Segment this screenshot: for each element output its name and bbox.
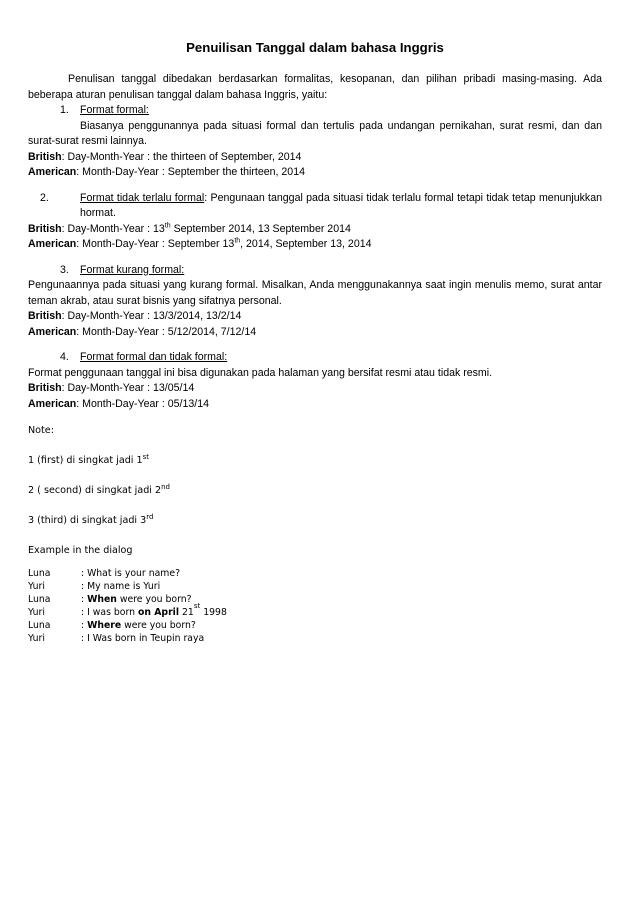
dialog-line: Yuri : I Was born in Teupin raya (28, 633, 205, 644)
dialog-line: Yuri : I was born on April 21 st 1998 (28, 602, 227, 618)
dialog-block (28, 567, 602, 645)
dialog-line: Luna : What is your name? (28, 568, 181, 579)
note-item-1: 1 (first) di singkat jadi 1st (28, 452, 150, 466)
section-3-american: American: Month-Day-Year : 5/12/2014, 7/12/14 (28, 325, 257, 338)
document-page (28, 40, 602, 645)
section-3-british: British: Day-Month-Year : 13/3/2014, 13/2/14 (28, 310, 242, 322)
section-3-heading: 3. Format kurang formal: (60, 263, 185, 276)
note-item-2: 2 ( second) di singkat jadi 2nd (28, 482, 171, 496)
intro-paragraph: Penulisan tanggal dibedakan berdasarkan formalitas, kesopanan, dan pilihan pribadi masing-masing. Ada beberapa aturan penulisan tanggal dalam bahasa Inggris, yaitu: (28, 73, 602, 101)
section-3-description: Pengunaannya pada situasi yang kurang formal. Misalkan, Anda menggunakannya saat ingin menulis memo, surat antar teman akrab, atau surat bisnis yang sifatnya personal. (28, 279, 602, 307)
note-label: Note: (28, 425, 54, 436)
section-4-description: Format penggunaan tanggal ini bisa digunakan pada halaman yang bersifat resmi atau tidak resmi. (28, 366, 493, 379)
document-title: Penuilisan Tanggal dalam bahasa Inggris (186, 40, 444, 55)
section-4-british: British: Day-Month-Year : 13/05/14 (28, 382, 195, 394)
dialog-line: Luna : When were you born? (28, 594, 192, 605)
section-2-british: British: Day-Month-Year : 13th September 2014, 13 September 2014 (28, 221, 351, 235)
section-1-heading: 1. Format formal: (60, 104, 149, 116)
example-label: Example in the dialog (28, 545, 133, 556)
section-4-heading: 4. Format formal dan tidak formal: (60, 351, 228, 363)
dialog-line: Luna : Where were you born? (28, 620, 196, 631)
section-1-british: British: Day-Month-Year : the thirteen of September, 2014 (28, 150, 302, 163)
section-1-description: Biasanya penggunannya pada situasi formal dan tertulis pada undangan pernikahan, surat resmi, dan dan surat-surat resmi lainnya. (28, 119, 602, 147)
section-2-heading: 2. Format tidak terlalu formal: Pengunaan tanggal pada situasi tidak terlalu formal tetapi tidak tetap menunjukkan hormat. (40, 191, 602, 219)
dialog-line: Yuri : My name is Yuri (28, 581, 161, 592)
section-4-american: American: Month-Day-Year : 05/13/14 (28, 397, 209, 410)
section-1-american: American: Month-Day-Year : September the thirteen, 2014 (28, 166, 305, 178)
note-item-3: 3 (third) di singkat jadi 3rd (28, 512, 154, 526)
section-2-american: American: Month-Day-Year : September 13th, 2014, September 13, 2014 (28, 237, 372, 250)
